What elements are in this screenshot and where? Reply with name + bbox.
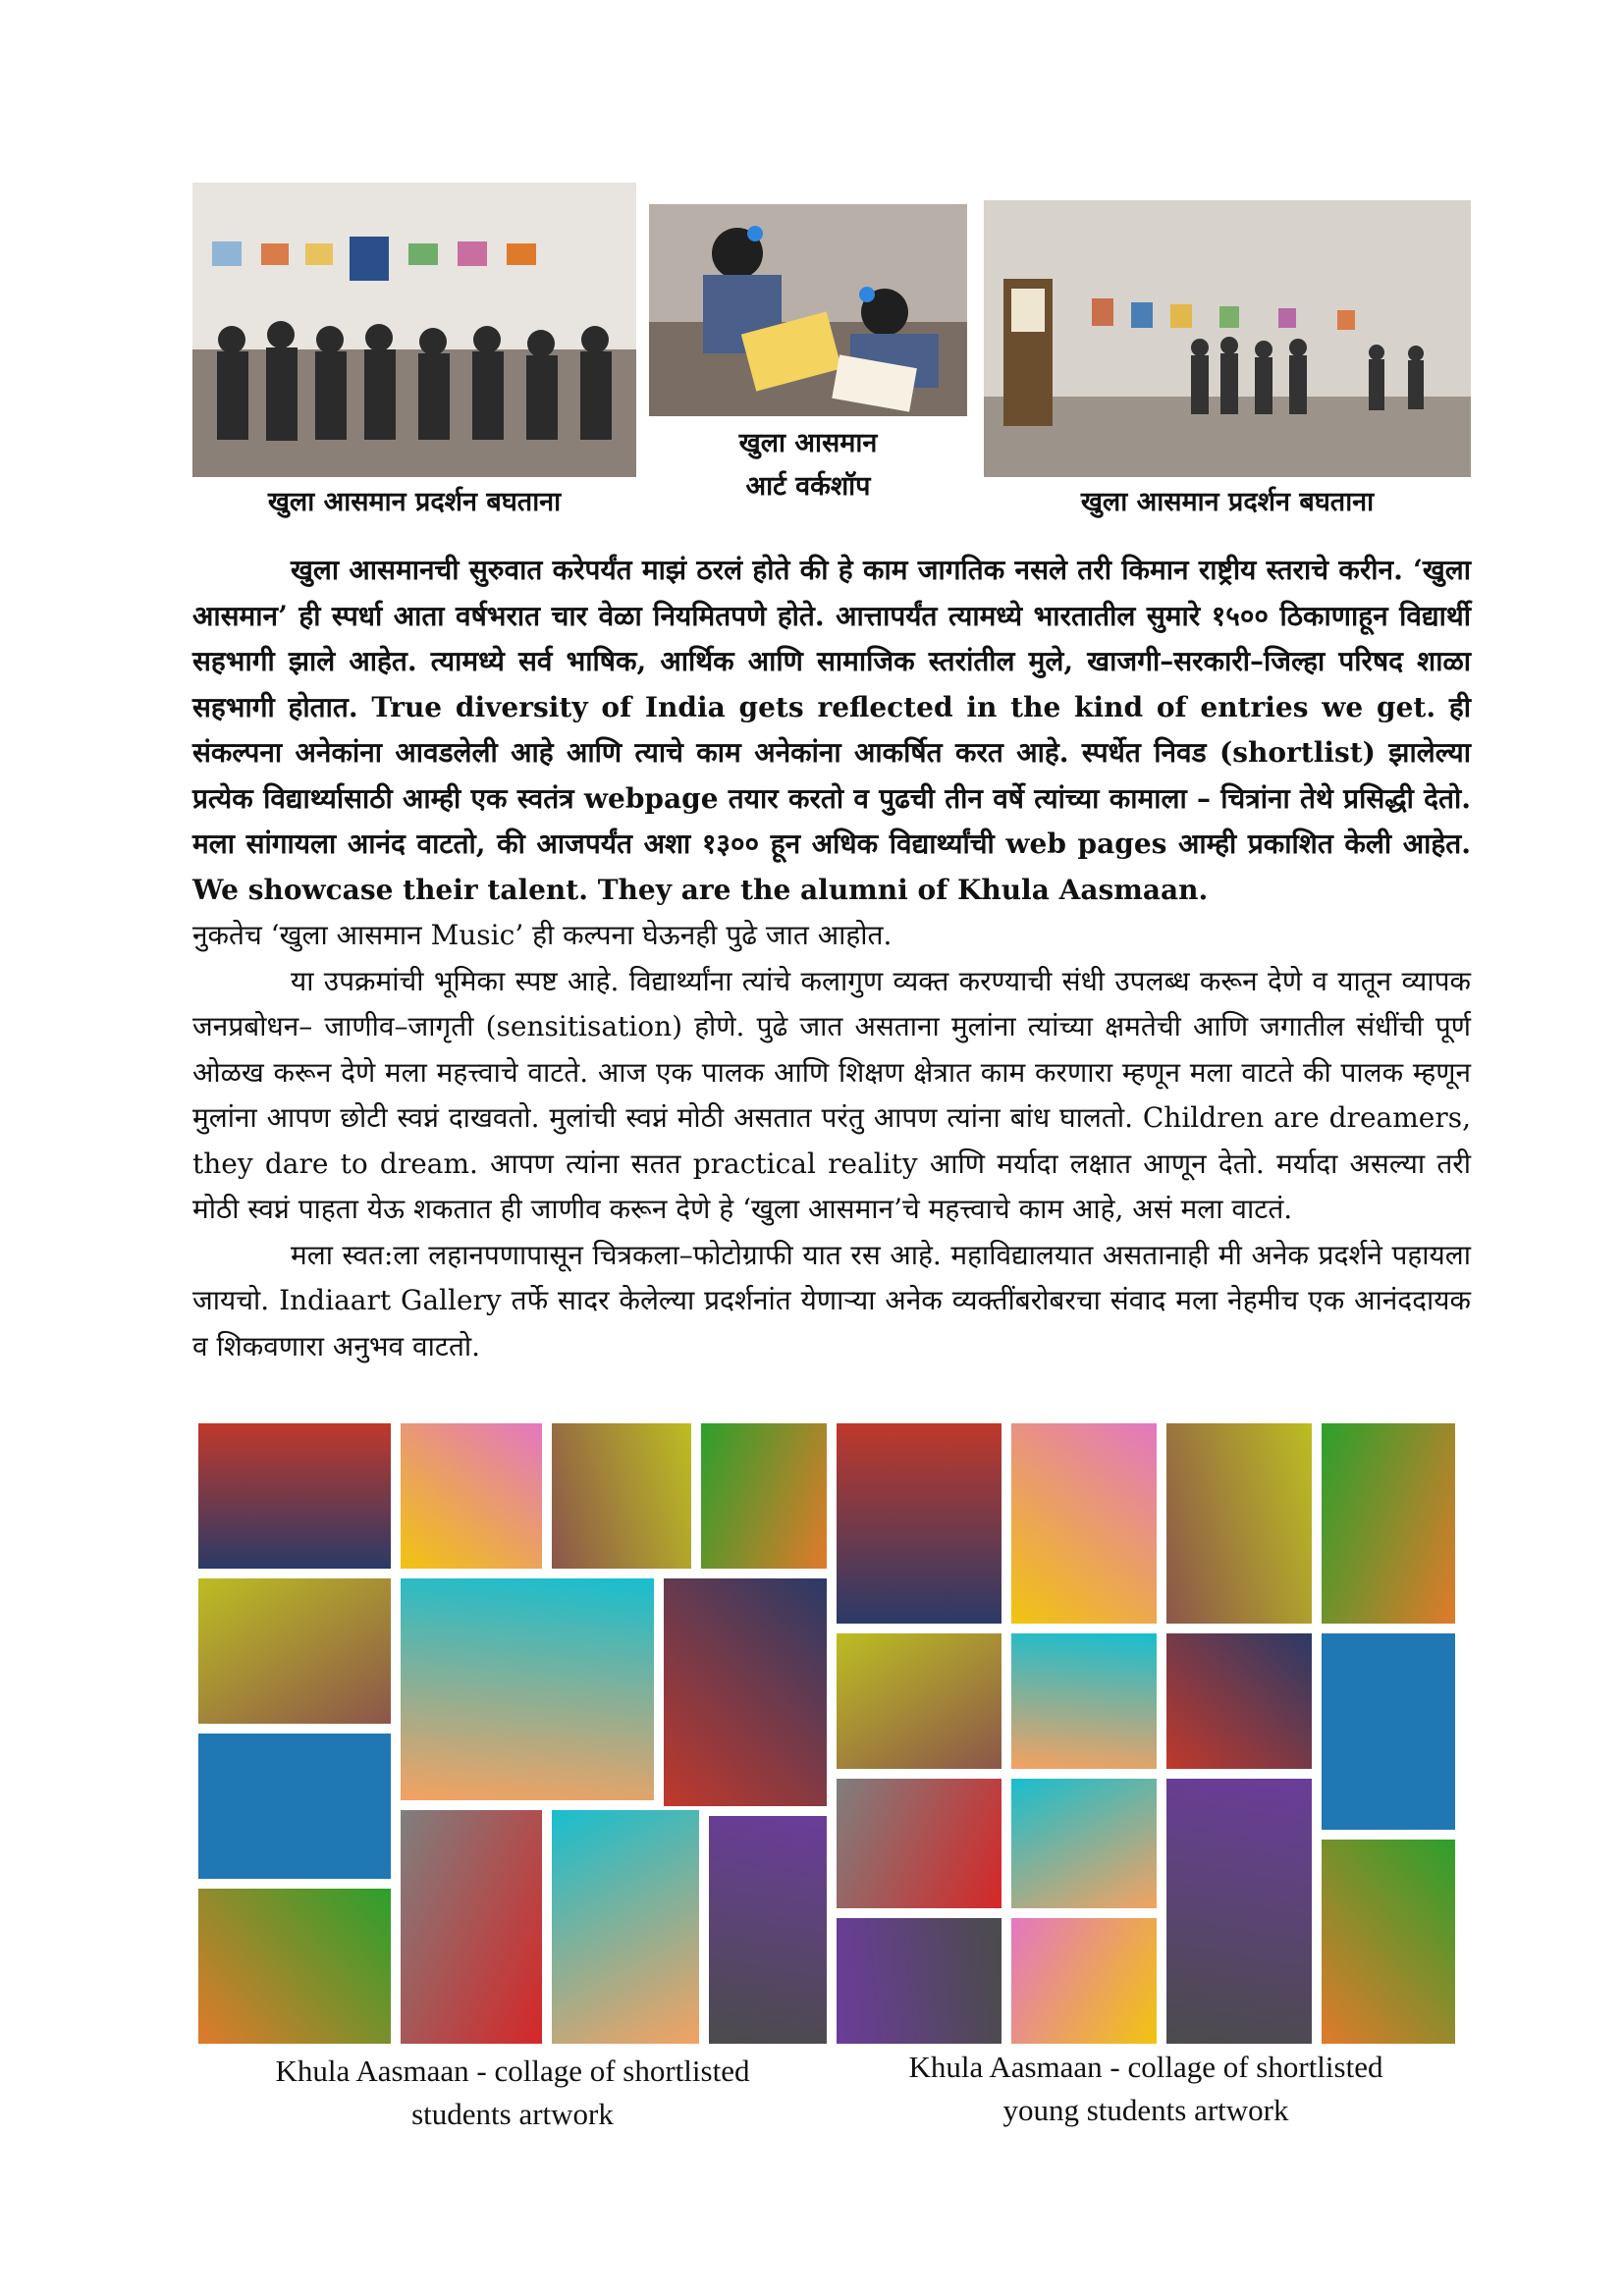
paragraph-role: या उपक्रमांची भूमिका स्पष्ट आहे. विद्यार्थ्यांना त्यांचे कलागुण व्यक्त करण्याची संधी उपलब्ध करून देणे व यातून व्यापक जनप्रबोधन– जाणीव–जागृती (sensitisation) होणे. पुढे जात असताना मुलांना त्यांच्या क्षमतेची आणि जगातील संधींची पूर्ण ओळख करून देणे मला महत्त्वाचे वाटते. आज एक पालक आणि शिक्षण क्षेत्रात काम करणारा म्हणून मला वाटते की पालक म्हणून मुलांना आपण छोटी स्वप्नं दाखवतो. मुलांची स्वप्नं मोठी असतात परंतु आपण त्यांना बांध घालतो. Children are dreamers, they dare to dream. आपण त्यांना सतत practical reality आणि मर्यादा लक्षात आणून देतो. मर्यादा असल्या तरी मोठी स्वप्नं पाहता येऊ शकतात ही जाणीव करून देणे हे ‘खुला आसमान’चे महत्त्वाचे काम आहे, असं मला वाटतं. — [192, 964, 1471, 1225]
collage-right-tile — [1166, 1423, 1312, 1624]
collage-left-tile — [198, 1578, 391, 1724]
collage-left-tile — [198, 1423, 391, 1569]
collage-right-tile — [1011, 1423, 1157, 1624]
paragraph-music: नुकतेच ‘खुला आसमान Music’ ही कल्पना घेऊनही पुढे जात आहोत. — [192, 919, 893, 951]
collage-right-tile — [1011, 1779, 1157, 1908]
collage-young-students-artwork — [837, 1423, 1455, 2044]
caption-collage-left — [198, 2050, 827, 2136]
collage-left-tile — [198, 1734, 391, 1879]
photo-exhibition-students-image — [192, 183, 636, 477]
caption-collage-right-line1: Khula Aasmaan - collage of shortlisted — [908, 2050, 1383, 2084]
collage-left-tile — [664, 1578, 827, 1806]
caption-art-workshop-line1: खुला आसमान — [738, 428, 878, 458]
caption-collage-left-line2: students artwork — [411, 2097, 614, 2131]
collage-students-artwork — [198, 1423, 827, 2044]
caption-collage-right — [837, 2046, 1455, 2132]
collage-right-tile — [1011, 1918, 1157, 2044]
caption-photo-exhibition-2: खुला आसमान प्रदर्शन बघताना — [1080, 487, 1375, 517]
paragraph-personal: मला स्वत:ला लहानपणापासून चित्रकला–फोटोग्राफी यात रस आहे. महाविद्यालयात असतानाही मी अनेक प्रदर्शने पहायला जायचो. Indiaart Gallery तर्फे सादर केलेल्या प्रदर्शनांत येणाऱ्या अनेक व्यक्तींबरोबरचा संवाद मला नेहमीच एक आनंददायक व शिकवणारा अनुभव वाटतो. — [192, 1238, 1471, 1362]
collage-left-tile — [552, 1810, 699, 2044]
collage-right-tile — [1166, 1633, 1312, 1769]
collage-left-tile — [552, 1423, 691, 1569]
caption-art-workshop-line2: आर्ट वर्कशॉप — [745, 471, 871, 502]
collage-right-tile — [1322, 1633, 1455, 1830]
collage-left-tile — [401, 1810, 542, 2044]
collage-right-tile — [1011, 1633, 1157, 1769]
photo-art-workshop-image — [649, 204, 967, 416]
collage-left-tile — [709, 1816, 827, 2044]
collage-right-tile — [837, 1918, 1001, 2044]
collage-left-tile — [401, 1578, 654, 1800]
collage-right-tile — [1322, 1840, 1455, 2044]
photo-art-workshop — [649, 204, 967, 416]
caption-collage-right-line2: young students artwork — [1002, 2093, 1289, 2127]
article-body — [192, 548, 1471, 1369]
caption-collage-left-line1: Khula Aasmaan - collage of shortlisted — [275, 2054, 750, 2088]
collage-right-tile — [1166, 1779, 1312, 2044]
collage-right-tile — [1322, 1423, 1455, 1624]
collage-right-tile — [837, 1633, 1001, 1769]
photo-exhibition-visitors-image — [984, 200, 1471, 477]
collage-left-tile — [401, 1423, 542, 1569]
collage-right-tile — [837, 1779, 1001, 1908]
collage-left-tile — [198, 1889, 391, 2044]
photo-exhibition-visitors — [984, 200, 1471, 477]
photo-exhibition-students — [192, 183, 636, 477]
caption-photo-exhibition-1: खुला आसमान प्रदर्शन बघताना — [267, 487, 562, 517]
paragraph-intro: खुला आसमानची सुरुवात करेपर्यंत माझं ठरलं होते की हे काम जागतिक नसले तरी किमान राष्ट्रीय स्तराचे करीन. ‘खुला आसमान’ ही स्पर्धा आता वर्षभरात चार वेळा नियमितपणे होते. आत्तापर्यंत त्यामध्ये भारतातील सुमारे १५०० ठिकाणाहून विद्यार्थी सहभागी झाले आहेत. त्यामध्ये सर्व भाषिक, आर्थिक आणि सामाजिक स्तरांतील मुले, खाजगी–सरकारी–जिल्हा परिषद शाळा सहभागी होतात. True diversity of India gets reflected in the kind of entries we get. ही संकल्पना अनेकांना आवडलेली आहे आणि त्याचे काम अनेकांना आकर्षित करत आहे. स्पर्धेत निवड (shortlist) झालेल्या प्रत्येक विद्यार्थ्यासाठी आम्ही एक स्वतंत्र webpage तयार करतो व पुढची तीन वर्षे त्यांच्या कामाला – चित्रांना तेथे प्रसिद्धी देतो. मला सांगायला आनंद वाटतो, की आजपर्यंत अशा १३०० हून अधिक विद्यार्थ्यांची web pages आम्ही प्रकाशित केली आहेत. We showcase their talent. They are the alumni of Khula Aasmaan. — [192, 554, 1471, 906]
collage-left-tile — [701, 1423, 827, 1569]
collage-right-tile — [837, 1423, 1001, 1624]
